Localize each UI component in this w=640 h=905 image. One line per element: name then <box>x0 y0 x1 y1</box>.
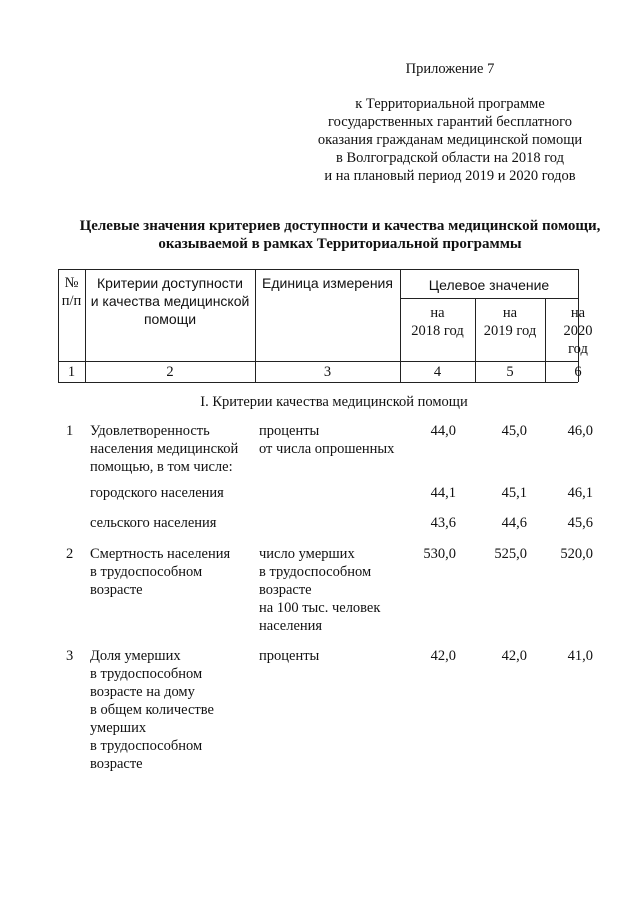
row-criteria: Удовлетворенность <box>90 423 210 439</box>
row-value-2019: 525,0 <box>494 546 527 562</box>
header-num: п/п <box>61 293 82 309</box>
row-number: 3 <box>66 648 74 664</box>
header-line: в Волгоградской области на 2018 год <box>336 150 564 166</box>
row-value-2020: 46,0 <box>567 423 593 439</box>
row-unit: проценты <box>259 648 320 664</box>
header-target-value: Целевое значение <box>428 277 550 293</box>
header-year-2018: 2018 год <box>411 323 464 339</box>
header-line: к Территориальной программе <box>355 96 545 112</box>
row-unit: на 100 тыс. человек <box>259 600 381 616</box>
row-criteria: Доля умерших <box>90 648 181 664</box>
row-value-2018: 44,1 <box>430 485 456 501</box>
document-title: Целевые значения критериев доступности и качества медицинской помощи, <box>79 218 601 234</box>
row-unit: населения <box>259 618 323 634</box>
col-number: 3 <box>323 364 332 380</box>
row-value-2018: 44,0 <box>430 423 456 439</box>
col-number: 1 <box>67 364 76 380</box>
row-unit: проценты <box>259 423 320 439</box>
col-number: 2 <box>166 364 174 380</box>
row-value-2018: 43,6 <box>430 515 456 531</box>
row-value-2020: 46,1 <box>567 485 593 501</box>
row-criteria: городского населения <box>90 485 224 501</box>
row-criteria: в трудоспособном <box>90 666 203 682</box>
header-year-2019: на <box>502 305 518 321</box>
header-num: № <box>64 275 79 291</box>
header-criteria: и качества медицинской <box>90 293 250 309</box>
row-value-2018: 42,0 <box>430 648 456 664</box>
header-year-2020: на <box>570 305 586 321</box>
row-criteria: населения медицинской <box>90 441 239 457</box>
document-title: оказываемой в рамках Территориальной программы <box>158 236 522 252</box>
row-criteria: помощью, в том числе: <box>90 459 233 475</box>
col-number: 6 <box>574 364 582 380</box>
row-number: 2 <box>66 546 74 562</box>
row-criteria: в трудоспособном <box>90 564 203 580</box>
row-criteria: Смертность населения <box>90 546 231 562</box>
row-unit: в трудоспособном <box>259 564 372 580</box>
header-line: государственных гарантий бесплатного <box>328 114 572 130</box>
row-unit: от числа опрошенных <box>259 441 395 457</box>
row-criteria: возрасте <box>90 582 143 598</box>
row-criteria: в общем количестве <box>90 702 214 718</box>
row-value-2018: 530,0 <box>423 546 456 562</box>
table-border-top <box>58 269 578 270</box>
col-number: 5 <box>506 364 514 380</box>
row-value-2019: 42,0 <box>501 648 527 664</box>
row-criteria: сельского населения <box>90 515 217 531</box>
row-unit: возрасте <box>259 582 312 598</box>
header-year-2019: 2019 год <box>483 323 537 339</box>
row-value-2019: 45,0 <box>501 423 527 439</box>
row-criteria: в трудоспособном <box>90 738 203 754</box>
row-criteria: умерших <box>90 720 147 736</box>
row-criteria: возрасте на дому <box>90 684 195 700</box>
header-line: и на плановый период 2019 и 2020 годов <box>324 168 576 184</box>
row-value-2019: 44,6 <box>501 515 527 531</box>
table-numbering-divider <box>58 382 578 383</box>
appendix-number: Приложение 7 <box>405 61 495 77</box>
header-year-2020: 2020 <box>563 323 593 339</box>
row-value-2020: 520,0 <box>560 546 593 562</box>
table-header-divider <box>58 361 578 362</box>
row-criteria: возрасте <box>90 756 143 772</box>
header-year-2020: год <box>568 341 588 357</box>
header-criteria: помощи <box>143 311 197 327</box>
row-number: 1 <box>66 423 74 439</box>
col-number: 4 <box>433 364 442 380</box>
row-value-2020: 45,6 <box>567 515 593 531</box>
row-value-2019: 45,1 <box>501 485 527 501</box>
header-criteria: Критерии доступности <box>97 275 243 291</box>
row-value-2020: 41,0 <box>567 648 593 664</box>
header-unit: Единица измерения <box>262 275 393 291</box>
header-year-2018: на <box>430 305 445 321</box>
row-unit: число умерших <box>259 546 355 562</box>
section-title: I. Критерии качества медицинской помощи <box>200 394 468 410</box>
header-line: оказания гражданам медицинской помощи <box>317 132 583 148</box>
target-header-divider <box>400 298 578 299</box>
